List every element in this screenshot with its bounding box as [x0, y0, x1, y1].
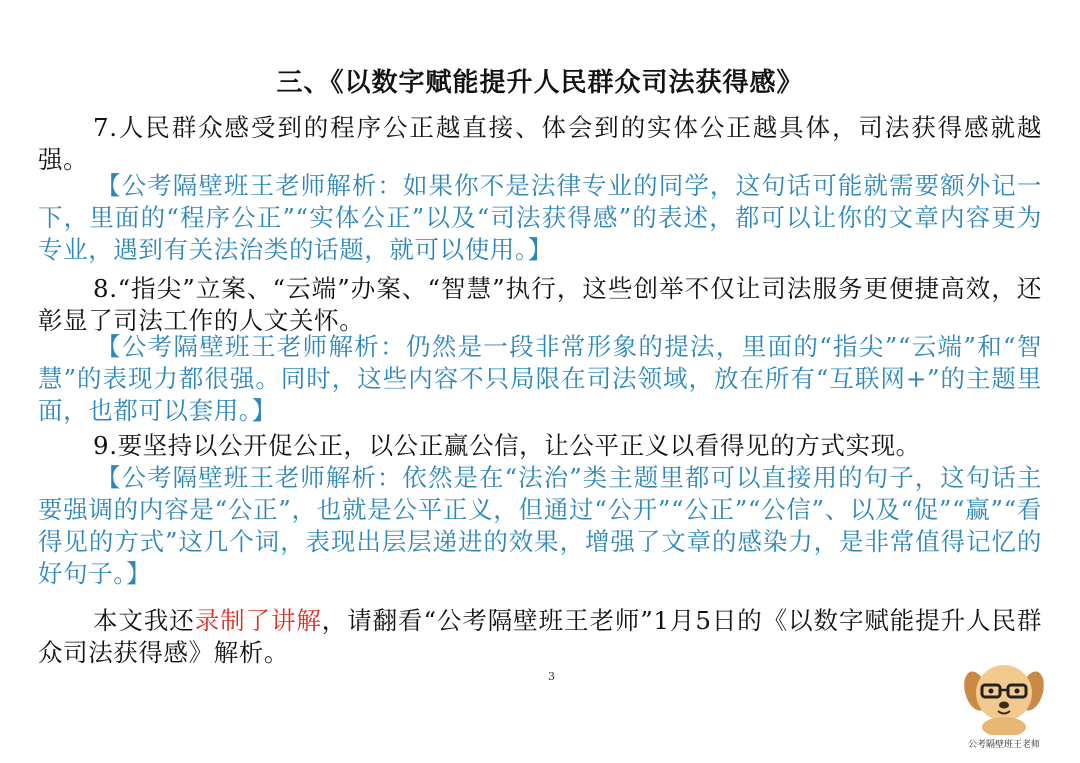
item-8-text: 8.“指尖”立案、“云端”办案、“智慧”执行，这些创举不仅让司法服务更便捷高效，还彰显了司法工作的人文关怀。: [38, 274, 1042, 335]
closing-text-before: 本文我还: [93, 606, 195, 635]
logo-caption: 公考隔壁班王老师: [967, 740, 1040, 750]
dog-mascot-logo-icon: [962, 655, 1046, 735]
item-8-note: 【公考隔壁班王老师解析：仍然是一段非常形象的提法，里面的“指尖”“云端”和“智慧”的表现力都很强。同时，这些内容不只局限在司法领域，放在所有“互联网+”的主题里面，也都可以套用。】: [38, 332, 1042, 425]
closing-paragraph: [38, 605, 1042, 669]
closing-text-after: ，请翻看“公考隔壁班王老师”1月5日的《以数字赋能提升人民群众司法获得感》解析。: [38, 606, 1042, 667]
item-9-note: 【公考隔壁班王老师解析：依然是在“法治”类主题里都可以直接用的句子，这句话主要强调的内容是“公正”，也就是公平正义，但通过“公开”“公正”“公信”、以及“促”“赢”“看得见的方式”这几个词，表现出层层递进的效果，增强了文章的感染力，是非常值得记忆的好句子。】: [38, 463, 1042, 588]
item-7-text: 7.人民群众感受到的程序公正越直接、体会到的实体公正越具体，司法获得感就越强。: [38, 113, 1042, 174]
item-9-text: 9.要坚持以公开促公正，以公正赢公信，让公平正义以看得见的方式实现。: [93, 431, 921, 460]
item-7-note: 【公考隔壁班王老师解析：如果你不是法律专业的同学，这句话可能就需要额外记一下，里面的“程序公正”“实体公正”以及“司法获得感”的表述，都可以让你的文章内容更为专业，遇到有关法治类的话题，就可以使用。】: [38, 171, 1042, 264]
page-number: 3: [548, 670, 555, 683]
recorded-lecture-highlight: 录制了讲解: [194, 606, 322, 635]
section-title: 三、《以数字赋能提升人民群众司法获得感》: [276, 68, 804, 98]
